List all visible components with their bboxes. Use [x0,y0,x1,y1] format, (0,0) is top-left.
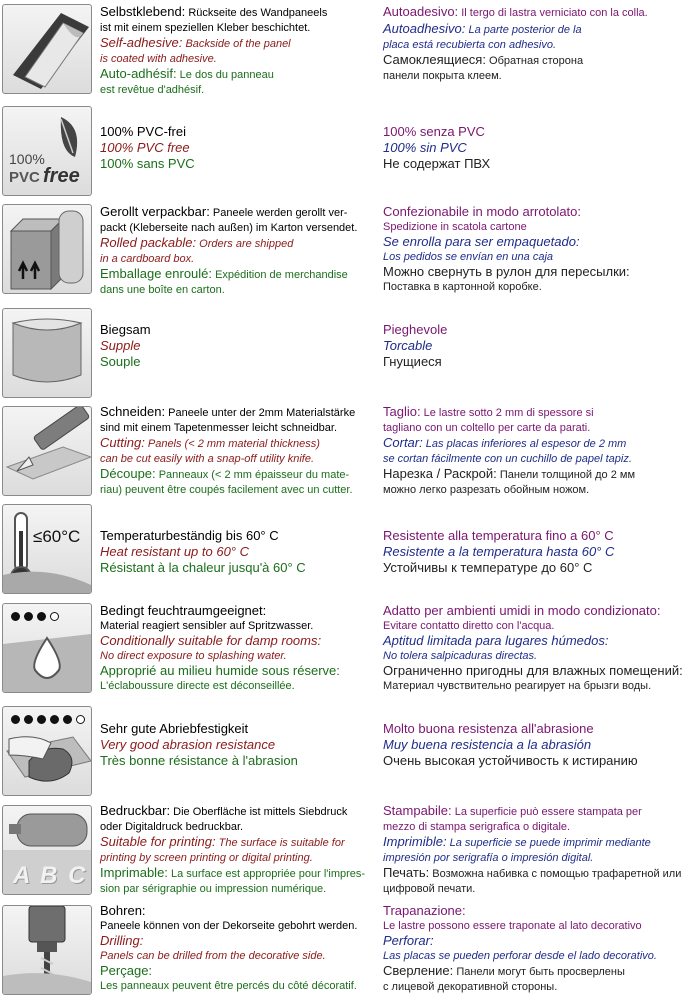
text-line-ru: Материал чувствительно реагирует на брызги воды. [383,680,652,692]
text-column-de-en-fr [100,404,370,497]
text-line-es: Las placas se pueden perforar desde el lado decorativo. [383,950,657,962]
rating-dots [11,612,59,621]
text-column-it-es-ru [383,124,693,172]
text-line-fr: Souple [100,354,141,369]
text-line-es: placa está recubierta con adhesivo. [383,39,557,51]
text-line-fr: Emballage enroulé: Expédition de merchandise [100,266,348,281]
text-column-de-en-fr [100,803,370,896]
text-line-it: Molto buona resistenza all'abrasione [383,721,594,736]
text-line-ru: Самоклеящиеся: Обратная сторона [383,52,584,67]
text-column-de-en-fr [100,721,370,769]
text-line-es: Torcable [383,338,433,353]
text-line-de: sind mit einem Tapetenmesser leicht schneidbar. [100,422,338,434]
pvc-free-icon [2,106,92,196]
text-line-en: is coated with adhesive. [100,53,217,65]
text-line-de: ist mit einem speziellen Kleber beschichtet. [100,22,311,34]
text-line-de: Sehr gute Abriebfestigkeit [100,721,249,736]
text-line-es: se cortan fácilmente con un cuchillo de papel tapiz. [383,453,632,465]
text-line-fr: Résistant à la chaleur jusqu'à 60° C [100,560,306,575]
text-column-it-es-ru [383,903,693,994]
text-column-it-es-ru [383,721,693,769]
abrasion-hand-icon [2,706,92,796]
text-line-ru: Гнущиеся [383,354,442,369]
rating-dot-filled [24,612,33,621]
text-line-de: Temperaturbeständig bis 60° C [100,528,279,543]
text-line-de: Bedingt feuchtraumgeeignet: [100,603,267,618]
thermometer-icon [2,504,92,594]
rating-dot-empty [50,612,59,621]
icon-label-pvc: PVC [9,169,40,186]
text-line-de: Material reagiert sensibler auf Spritzwasser. [100,620,314,632]
icon-label-free: free [43,165,80,187]
text-line-ru: Можно свернуть в рулон для пересылки: [383,264,630,279]
text-line-ru: цифровой печати. [383,883,476,895]
text-line-fr: Très bonne résistance à l'abrasion [100,753,298,768]
text-line-fr: 100% sans PVC [100,156,195,171]
rating-dot-empty [76,715,85,724]
text-line-fr: Auto-adhésif: Le dos du panneau [100,66,274,81]
text-line-en: Suitable for printing: The surface is suitable for [100,834,345,849]
text-line-ru: можно легко разрезать обойным ножом. [383,484,590,496]
rating-dot-filled [24,715,33,724]
text-column-de-en-fr [100,528,370,576]
text-column-it-es-ru [383,204,693,294]
text-line-ru: Не содержат ПВХ [383,156,491,171]
rating-dot-filled [63,715,72,724]
text-line-de: Biegsam [100,322,151,337]
rating-dot-filled [37,715,46,724]
rating-dot-filled [11,715,20,724]
text-line-de: Paneele können von der Dekorseite gebohrt werden. [100,920,358,932]
text-line-es: Los pedidos se envían en una caja [383,251,554,263]
text-line-fr: dans une boîte en carton. [100,284,225,296]
text-line-de: oder Digitaldruck bedruckbar. [100,821,244,833]
text-line-fr: riau) peuvent être coupés facilement avec un cutter. [100,484,353,496]
text-line-es: impresión por serigrafía o impresión digital. [383,852,594,864]
text-line-en: Supple [100,338,141,353]
text-line-es: Cortar: Las placas inferiores al espesor de 2 mm [383,435,627,450]
text-line-it: Evitare contatto diretto con l'acqua. [383,620,555,632]
text-line-it: 100% senza PVC [383,124,485,139]
rolled-package-icon [2,204,92,294]
text-line-it: Confezionabile in modo arrotolato: [383,204,582,219]
text-line-en: Panels can be drilled from the decorative side. [100,950,326,962]
text-line-it: Spedizione in scatola cartone [383,221,527,233]
text-line-en: 100% PVC free [100,140,190,155]
text-line-ru: Поставка в картонной коробке. [383,281,542,293]
text-line-ru: с лицевой декоративной стороны. [383,981,558,993]
text-line-es: Autoadhesivo: La parte posterior de la [383,21,582,36]
text-line-de: packt (Kleberseite nach außen) im Karton versendet. [100,222,358,234]
text-line-fr: Imprimable: La surface est appropriée pour l'impres- [100,865,366,880]
text-column-it-es-ru [383,322,693,370]
icon-label-abc: A B C [13,862,88,889]
text-column-de-en-fr [100,603,370,693]
text-line-ru: Ограниченно пригодны для влажных помещений: [383,663,683,678]
text-column-it-es-ru [383,404,693,497]
text-line-ru: Устойчивы к температуре до 60° C [383,560,593,575]
text-line-en: Very good abrasion resistance [100,737,276,752]
text-line-de: Schneiden: Paneele unter der 2mm Materialstärke [100,404,356,419]
text-line-de: Gerollt verpackbar: Paneele werden gerollt ver- [100,204,348,219]
text-line-it: Pieghevole [383,322,448,337]
text-line-de: Bedruckbar: Die Oberfläche ist mittels Siebdruck [100,803,348,818]
text-line-fr: est revêtue d'adhésif. [100,84,205,96]
rating-dot-filled [37,612,46,621]
text-line-fr: Perçage: [100,963,153,978]
text-column-de-en-fr [100,124,370,172]
text-line-en: Drilling: [100,933,144,948]
text-column-de-en-fr [100,4,370,97]
rating-dot-filled [11,612,20,621]
text-line-en: in a cardboard box. [100,253,195,265]
text-column-it-es-ru [383,528,693,576]
text-line-es: Imprimible: La superficie se puede imprimir mediante [383,834,651,849]
text-line-ru: Сверление: Панели могут быть просверлены [383,963,625,978]
text-line-es: Muy buena resistencia a la abrasión [383,737,592,752]
text-line-es: No tolera salpicaduras directas. [383,650,538,662]
cutting-knife-icon [2,406,92,496]
text-column-de-en-fr [100,204,370,297]
text-line-it: mezzo di stampa serigrafica o digitale. [383,821,571,833]
icon-label-100-percent: 100% [9,151,45,167]
text-line-ru: Нарезка / Раскрой: Панели толщиной до 2 мм [383,466,636,481]
text-line-fr: L'éclaboussure directe est déconseillée. [100,680,295,692]
text-line-ru: Очень высокая устойчивость к истиранию [383,753,638,768]
text-line-es: Se enrolla para ser empaquetado: [383,234,580,249]
rating-dot-filled [50,715,59,724]
rating-dots [11,715,85,724]
text-line-en: can be cut easily with a snap-off utility knife. [100,453,314,465]
text-line-ru: панели покрыта клеем. [383,70,502,82]
self-adhesive-icon [2,4,92,94]
text-line-en: Self-adhesive: Backside of the panel [100,35,291,50]
text-column-de-en-fr [100,322,370,370]
text-line-it: Stampabile: La superficie può essere stampata per [383,803,642,818]
text-column-it-es-ru [383,803,693,896]
text-line-it: Trapanazione: [383,903,466,918]
text-column-de-en-fr [100,903,370,993]
text-line-en: printing by screen printing or digital printing. [100,852,313,864]
text-line-es: Resistente a la temperatura hasta 60° C [383,544,615,559]
text-line-fr: sion par sérigraphie ou impression numérique. [100,883,327,895]
text-column-it-es-ru [383,4,693,83]
text-line-es: 100% sin PVC [383,140,467,155]
icon-label-temperature: ≤60°C [33,527,81,546]
text-line-fr: Découpe: Panneaux (< 2 mm épaisseur du mate- [100,466,350,481]
text-line-it: tagliano con un coltello per carte da parati. [383,422,591,434]
printing-roller-icon [2,805,92,895]
text-line-en: No direct exposure to splashing water. [100,650,287,662]
text-line-es: Perforar: [383,933,434,948]
text-line-it: Resistente alla temperatura fino a 60° C [383,528,614,543]
text-line-it: Taglio: Le lastre sotto 2 mm di spessore si [383,404,594,419]
text-line-de: 100% PVC-frei [100,124,186,139]
text-line-fr: Approprié au milieu humide sous réserve: [100,663,340,678]
text-line-en: Cutting: Panels (< 2 mm material thickness) [100,435,320,450]
text-line-fr: Les panneaux peuvent être percés du côté décoratif. [100,980,357,992]
drill-icon [2,905,92,995]
text-line-de: Selbstklebend: Rückseite des Wandpaneels [100,4,328,19]
text-line-en: Heat resistant up to 60° C [100,544,249,559]
text-column-it-es-ru [383,603,693,693]
text-line-en: Conditionally suitable for damp rooms: [100,633,322,648]
text-line-en: Rolled packable: Orders are shipped [100,235,294,250]
water-drop-icon [2,603,92,693]
text-line-ru: Печать: Возможна набивка с помощью трафаретной или [383,865,682,880]
text-line-it: Le lastre possono essere traponate al lato decorativo [383,920,642,932]
text-line-es: Aptitud limitada para lugares húmedos: [383,633,609,648]
text-line-de: Bohren: [100,903,146,918]
text-line-it: Autoadesivo: Il tergo di lastra verniciato con la colla. [383,4,648,19]
flexible-icon [2,308,92,398]
text-line-it: Adatto per ambienti umidi in modo condizionato: [383,603,661,618]
